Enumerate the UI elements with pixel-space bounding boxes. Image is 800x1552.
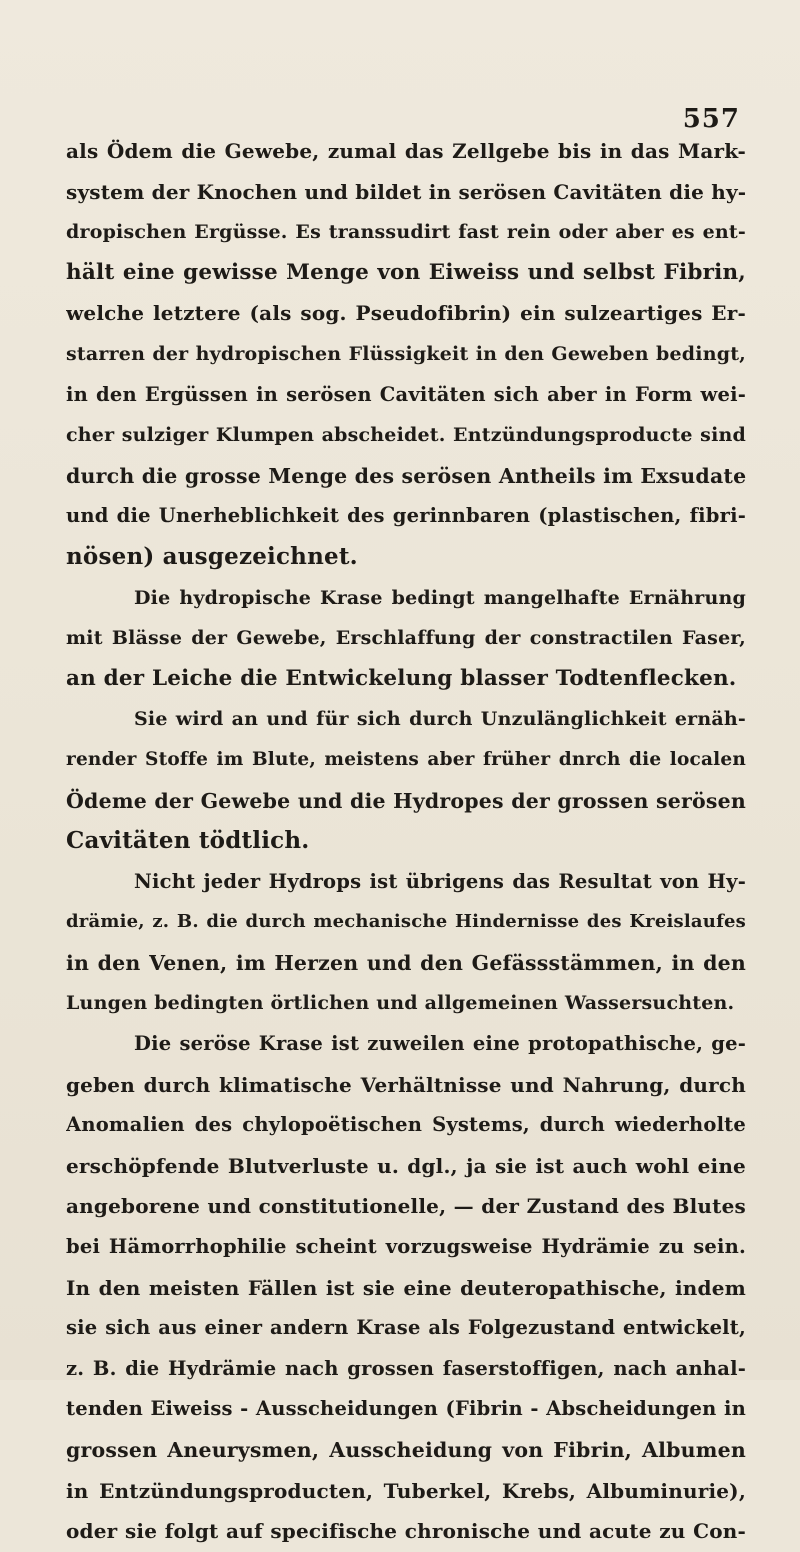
text-line: als Ödem die Gewebe, zumal das Zellgebe bis in das Mark- (66, 139, 746, 163)
text-line: an der Leiche die Entwickelung blasser Todtenflecken. (66, 665, 737, 691)
text-line: in den Ergüssen in serösen Cavitäten sich aber in Form wei- (66, 382, 746, 406)
text-line: Sie wird an und für sich durch Unzulänglichkeit ernäh- (134, 708, 746, 731)
text-line: Lungen bedingten örtlichen und allgemeinen Wassersuchten. (66, 992, 735, 1015)
text-line: Nicht jeder Hydrops ist übrigens das Resultat von Hy- (134, 869, 746, 893)
text-line: system der Knochen und bildet in serösen Cavitäten die hy- (66, 179, 746, 204)
text-line: Anomalien des chylopoëtischen Systems, durch wiederholte (66, 1113, 746, 1137)
text-line: z. B. die Hydrämie nach grossen faserstoffigen, nach anhal- (66, 1356, 746, 1380)
text-line: sie sich aus einer andern Krase als Folgezustand entwickelt, (66, 1316, 746, 1340)
text-line: Cavitäten tödtlich. (66, 827, 310, 855)
text-line: cher sulziger Klumpen abscheidet. Entzündungsproducte sind (66, 424, 746, 447)
page-number: 557 (682, 104, 740, 134)
body-text (66, 131, 746, 1552)
text-line: nösen) ausgezeichnet. (66, 542, 358, 570)
text-line: Die seröse Krase ist zuweilen eine protopathische, ge- (134, 1032, 746, 1056)
text-line: geben durch klimatische Verhältnisse und Nahrung, durch (66, 1072, 746, 1097)
text-line: In den meisten Fällen ist sie eine deuteropathische, indem (66, 1275, 746, 1300)
text-line: in Entzündungsproducten, Tuberkel, Krebs, Albuminurie), (66, 1478, 746, 1503)
text-line: erschöpfende Blutverluste u. dgl., ja sie ist auch wohl eine (66, 1153, 746, 1178)
text-line: Ödeme der Gewebe und die Hydropes der grossen serösen (66, 788, 746, 813)
text-line: bei Hämorrhophilie scheint vorzugsweise Hydrämie zu sein. (66, 1235, 746, 1259)
text-line: durch die grosse Menge des serösen Antheils im Exsudate (66, 463, 746, 488)
text-line: render Stoffe im Blute, meistens aber früher dnrch die localen (66, 748, 746, 770)
text-line: tenden Eiweiss - Ausscheidungen (Fibrin - Abscheidungen in (66, 1397, 746, 1421)
text-line: oder sie folgt auf specifische chronische und acute zu Con- (66, 1519, 746, 1544)
text-line: welche letztere (als sog. Pseudofibrin) ein sulzeartiges Er- (66, 301, 746, 326)
text-line: starren der hydropischen Flüssigkeit in den Geweben bedingt, (66, 342, 746, 365)
text-line: hält eine gewisse Menge von Eiweiss und selbst Fibrin, (66, 259, 746, 285)
text-line: drämie, z. B. die durch mechanische Hindernisse des Kreislaufes (66, 911, 746, 933)
text-line: angeborene und constitutionelle, — der Zustand des Blutes (66, 1194, 746, 1219)
text-line: dropischen Ergüsse. Es transsudirt fast rein oder aber es ent- (66, 221, 746, 244)
text-line: und die Unerheblichkeit des gerinnbaren (plastischen, fibri- (66, 504, 746, 528)
text-line: mit Blässe der Gewebe, Erschlaffung der constractilen Faser, (66, 627, 746, 650)
text-line: grossen Aneurysmen, Ausscheidung von Fibrin, Albumen (66, 1438, 746, 1462)
text-line: in den Venen, im Herzen und den Gefässstämmen, in den (66, 950, 746, 975)
text-line: Die hydropische Krase bedingt mangelhafte Ernährung (134, 586, 746, 609)
